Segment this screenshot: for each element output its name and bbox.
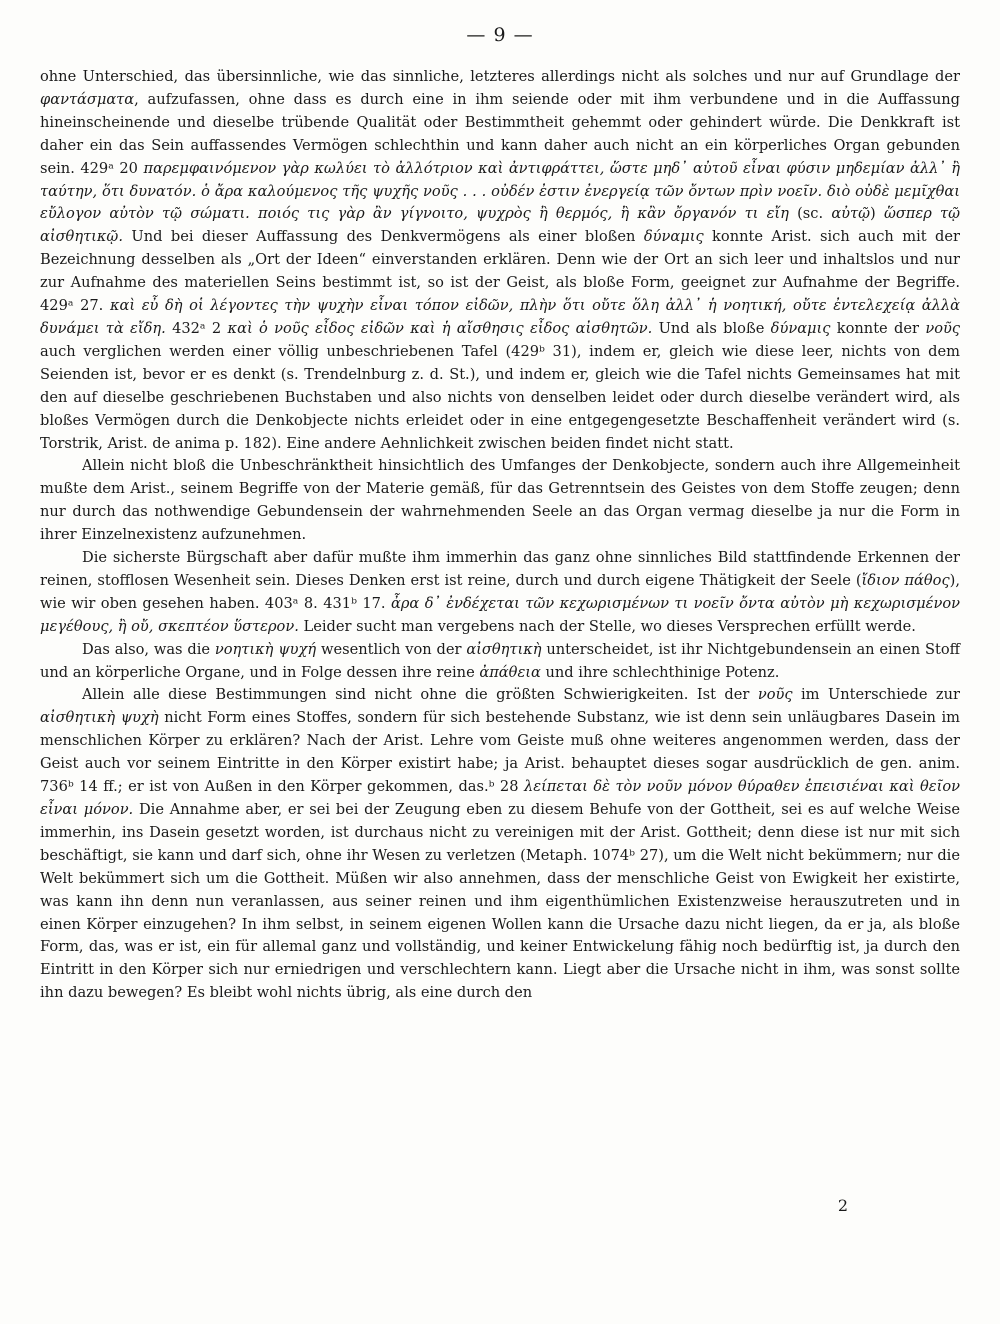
greek-quotation: νοητικὴ ψυχή <box>214 640 317 658</box>
paragraph <box>40 547 960 639</box>
greek-quotation: αἰσθητικὴ <box>466 640 542 658</box>
greek-quotation: φαντάσματα <box>40 90 135 108</box>
text-segment: nicht Form eines Stoffes, sondern für sich bestehende Substanz, wie ist denn sein unläugbares Dasein im menschlichen Körper zu erklären? Nach der Arist. Lehre vom Geiste muß ohne weiteres angenommen werden, dass der Geist auch vor seinem Eintritte in den Körper existirt habe; ja Arist. behauptet dieses sogar ausdrücklich de gen. anim. 736ᵇ 14 ff.; er ist von Außen in den Körper gekommen, das.ᵇ 28 <box>40 709 960 796</box>
text-segment: 432ᵃ 2 <box>165 319 228 337</box>
text-segment: wesentlich von der <box>316 640 467 658</box>
greek-quotation: αὐτῷ <box>831 205 871 223</box>
text-segment: Und als bloße <box>652 319 771 337</box>
text-segment: Die sicherste Bürgschaft aber dafür mußte ihm immerhin das ganz ohne sinnliches Bild stattfindende Erkennen der reinen, stofflosen Wesenheit sein. Dieses Denken erst ist reine, durch und durch eigene Thätigkeit der Seele ( <box>40 549 960 589</box>
text-segment: unterscheidet, ist ihr Nichtgebundensein an einen Stoff und an körperliche Organe, und in Folge dessen ihre reine <box>40 640 961 681</box>
greek-quotation: παρεμφαινόμενον γὰρ κωλύει τὸ ἀλλότριον καὶ ἀντιφράττει, ὥστε μηδ᾽ αὐτοῦ εἶναι φύσιν μηδεμίαν ἀλλ᾽ ἢ ταύτην, ὅτι δυνατόν. ὁ ἄρα καλούμενος τῆς ψυχῆς νοῦς . . . οὐδέν ἐστιν ἐνεργείᾳ τῶν ὄντων πρὶν νοεῖν. διὸ οὐδὲ μεμῖχθαι εὔλογον αὐτὸν τῷ σώματι. ποιός τις γὰρ ἂν γίγνοιτο, ψυχρὸς ἢ θερμός, ἢ κἂν ὄργανόν τι εἴη <box>40 159 960 223</box>
text-segment: (sc. <box>788 205 832 223</box>
text-segment: Und bei dieser Auffassung des Denkvermögens als einer bloßen <box>122 228 644 246</box>
greek-quotation: αἰσθητικὴ ψυχὴ <box>40 709 159 727</box>
text-segment: Allein alle diese Bestimmungen sind nicht ohne die größten Schwierigkeiten. Ist der <box>82 686 758 704</box>
greek-quotation: καὶ ὁ νοῦς εἶδος εἰδῶν καὶ ἡ αἴσθησις εἶδος αἰσθητῶν. <box>227 319 653 337</box>
text-segment: konnte der <box>830 319 926 337</box>
text-segment: konnte Arist. sich auch mit der Bezeichnung desselben als „Ort der Ideen“ einverstanden erklären. Denn wie der Ort an sich leer und inhaltslos und nur zur Aufnahme des materiellen Seins bestimmt ist, so ist der Geist, als bloße Form, geeignet zur Aufnahme der Begriffe. 429ᵃ 27. <box>40 228 960 315</box>
greek-quotation: λείπεται δὲ τὸν νοῦν μόνον θύραθεν ἐπεισιέναι καὶ θεῖον εἶναι μόνον. <box>40 778 960 818</box>
paragraph <box>40 66 960 455</box>
text-segment: ) <box>870 205 884 223</box>
paragraph <box>40 684 960 1005</box>
greek-quotation: ὥσπερ τῷ αἰσθητικῷ. <box>40 205 960 246</box>
text-segment: Die Annahme aber, er sei bei der Zeugung eben zu diesem Behufe von der Gottheit, sei es auf welche Weise immerhin, ins Dasein gesetzt worden, ist durchaus nicht zu vereinigen mit der Arist. Gottheit; denn diese ist nur mit sich beschäftigt, sie kann und darf sich, ohne ihr Wesen zu verletzen (Metaph. 1074ᵇ 27), um die Welt nicht bekümmern; nur die Welt bekümmert sich um die Gottheit. Müßen wir also annehmen, dass der menschliche Geist von Ewigkeit her existirte, was kann ihn denn nun veranlassen, aus seiner reinen und ihm eigenthümlichen Existenzweise herauszutreten und in einen Körper einzugehen? In ihm selbst, in seinem eigenen Wollen kann die Ursache dazu nicht liegen, da er ja, als bloße Form, das, was er ist, ein für allemal ganz und vollständig, und keiner Entwickelung fähig noch bedürftig ist, ja durch den Eintritt in den Körper sich nur erniedrigen und verschlechtern kann. Liegt aber die Ursache nicht in ihm, was sonst sollte ihn dazu bewegen? Es bleibt wohl nichts übrig, als eine durch den <box>40 801 960 1002</box>
paragraph <box>40 639 960 685</box>
text-segment: ), wie wir oben gesehen haben. 403ᵃ 8. 431ᵇ 17. <box>40 571 960 612</box>
body-text <box>40 66 960 1005</box>
signature-mark: 2 <box>837 1196 848 1215</box>
text-segment: ohne Unterschied, das übersinnliche, wie das sinnliche, letzteres allerdings nicht als solches und nur auf Grundlage der <box>40 68 960 85</box>
greek-quotation: δύναμις <box>770 319 831 337</box>
paragraph <box>40 455 960 547</box>
greek-quotation: δύναμις <box>643 228 704 246</box>
greek-quotation: νοῦς <box>757 686 793 704</box>
greek-quotation: ἆρα δ᾽ ἐνδέχεται τῶν κεχωρισμένων τι νοεῖν ὄντα αὐτὸν μὴ κεχωρισμένον μεγέθους, ἢ οὔ, σκεπτέον ὕστερον. <box>40 594 961 635</box>
greek-quotation: νοῦς <box>925 319 961 337</box>
greek-quotation: ἀπάθεια <box>479 663 541 681</box>
page-number: — 9 — <box>466 24 534 46</box>
text-segment: Leider sucht man vergebens nach der Stelle, wo dieses Versprechen erfüllt werde. <box>298 617 916 635</box>
text-segment: , aufzufassen, ohne dass es durch eine in ihm seiende oder mit ihm verbundene und in die Auffassung hineinscheinende und dieselbe trübende Qualität oder Bestimmtheit gehemmt oder gehindert würde. Die Denkkraft ist daher ein das Sein auffassendes Vermögen schlechthin und kann daher auch nicht an ein körperliches Organ gebunden sein. 429ᵃ 20 <box>40 90 960 177</box>
greek-quotation: ἴδιον πάθος <box>861 571 950 589</box>
text-segment: und ihre schlechthinige Potenz. <box>540 663 780 681</box>
text-segment: Das also, was die <box>82 640 215 658</box>
text-segment: im Unterschiede zur <box>792 686 960 704</box>
text-segment: auch verglichen werden einer völlig unbeschriebenen Tafel (429ᵇ 31), indem er, gleich wie diese leer, nichts von dem Seienden ist, bevor er es denkt (s. Trendelnburg z. d. St.), und indem er, gleich wie die Tafel nichts Gemeinsames hat mit den auf dieselbe geschriebenen Buchstaben und also nichts von denselben leidet oder durch dieselbe verändert wird, als bloßes Vermögen durch die Denkobjecte nichts erleidet oder in eine entgegengesetzte Beschaffenheit verändert wird (s. Torstrik, Arist. de anima p. 182). Eine andere Aehnlichkeit zwischen beiden findet nicht statt. <box>40 342 960 452</box>
greek-quotation: καὶ εὖ δὴ οἱ λέγοντες τὴν ψυχὴν εἶναι τόπον εἰδῶν, πλὴν ὅτι οὔτε ὅλη ἀλλ᾽ ἡ νοητική, οὔτε ἐντελεχείᾳ ἀλλὰ δυνάμει τὰ εἴδη. <box>40 297 960 337</box>
text-segment: Allein nicht bloß die Unbeschränktheit hinsichtlich des Umfanges der Denkobjecte, sondern auch ihre Allgemeinheit mußte dem Arist., seinem Begriffe von der Materie gemäß, für das Getrenntsein des Geistes von dem Stoffe zeugen; denn nur durch das nothwendige Gebundensein der wahrnehmenden Seele an das Organ vermag dieselbe ja nur die Form in ihrer Einzelnexistenz aufzunehmen. <box>40 457 960 544</box>
